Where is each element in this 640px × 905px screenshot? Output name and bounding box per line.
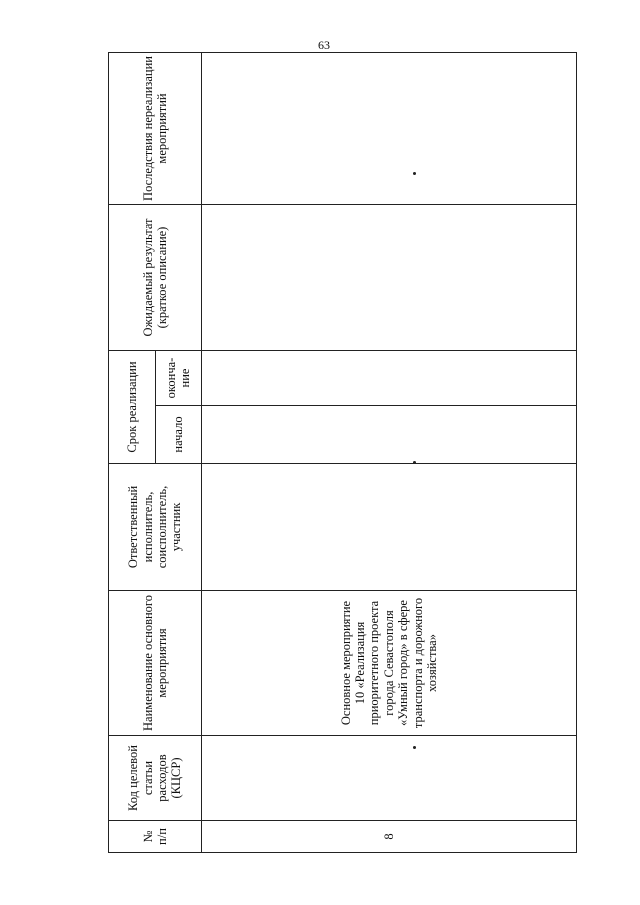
header-num: № п/п xyxy=(109,821,202,853)
table-sheet xyxy=(108,53,574,853)
header-code: Код целевой статьи расходов (КЦСР) xyxy=(109,736,202,821)
header-end: оконча-ние xyxy=(155,350,202,405)
scan-speck xyxy=(413,172,416,175)
cell-end xyxy=(202,350,577,405)
rotated-table-container xyxy=(108,53,574,853)
scan-speck xyxy=(413,461,416,464)
header-start: начало xyxy=(155,406,202,464)
cell-name: Основное мероприятие 10 «Реализация приоритетного проекта города Севастополя «Умный город» в сфере транспорта и дорожного хозяйства» xyxy=(202,591,577,736)
page-number: 63 xyxy=(318,38,330,52)
cell-result xyxy=(202,204,577,350)
cell-num: 8 xyxy=(202,821,577,853)
table-row xyxy=(202,52,577,852)
cell-start xyxy=(202,406,577,464)
cell-consequences xyxy=(202,52,577,204)
header-responsible: Ответственный исполнитель, соисполнитель, участник xyxy=(109,464,202,591)
cell-code xyxy=(202,736,577,821)
header-result: Ожидаемый результат (краткое описание) xyxy=(109,204,202,350)
cell-responsible xyxy=(202,464,577,591)
header-consequences: Последствия нереализации мероприятий xyxy=(109,52,202,204)
header-name: Наименование основного мероприятия xyxy=(109,591,202,736)
header-period: Срок реализации xyxy=(109,350,156,463)
scan-speck xyxy=(413,746,416,749)
activities-table xyxy=(108,52,577,853)
